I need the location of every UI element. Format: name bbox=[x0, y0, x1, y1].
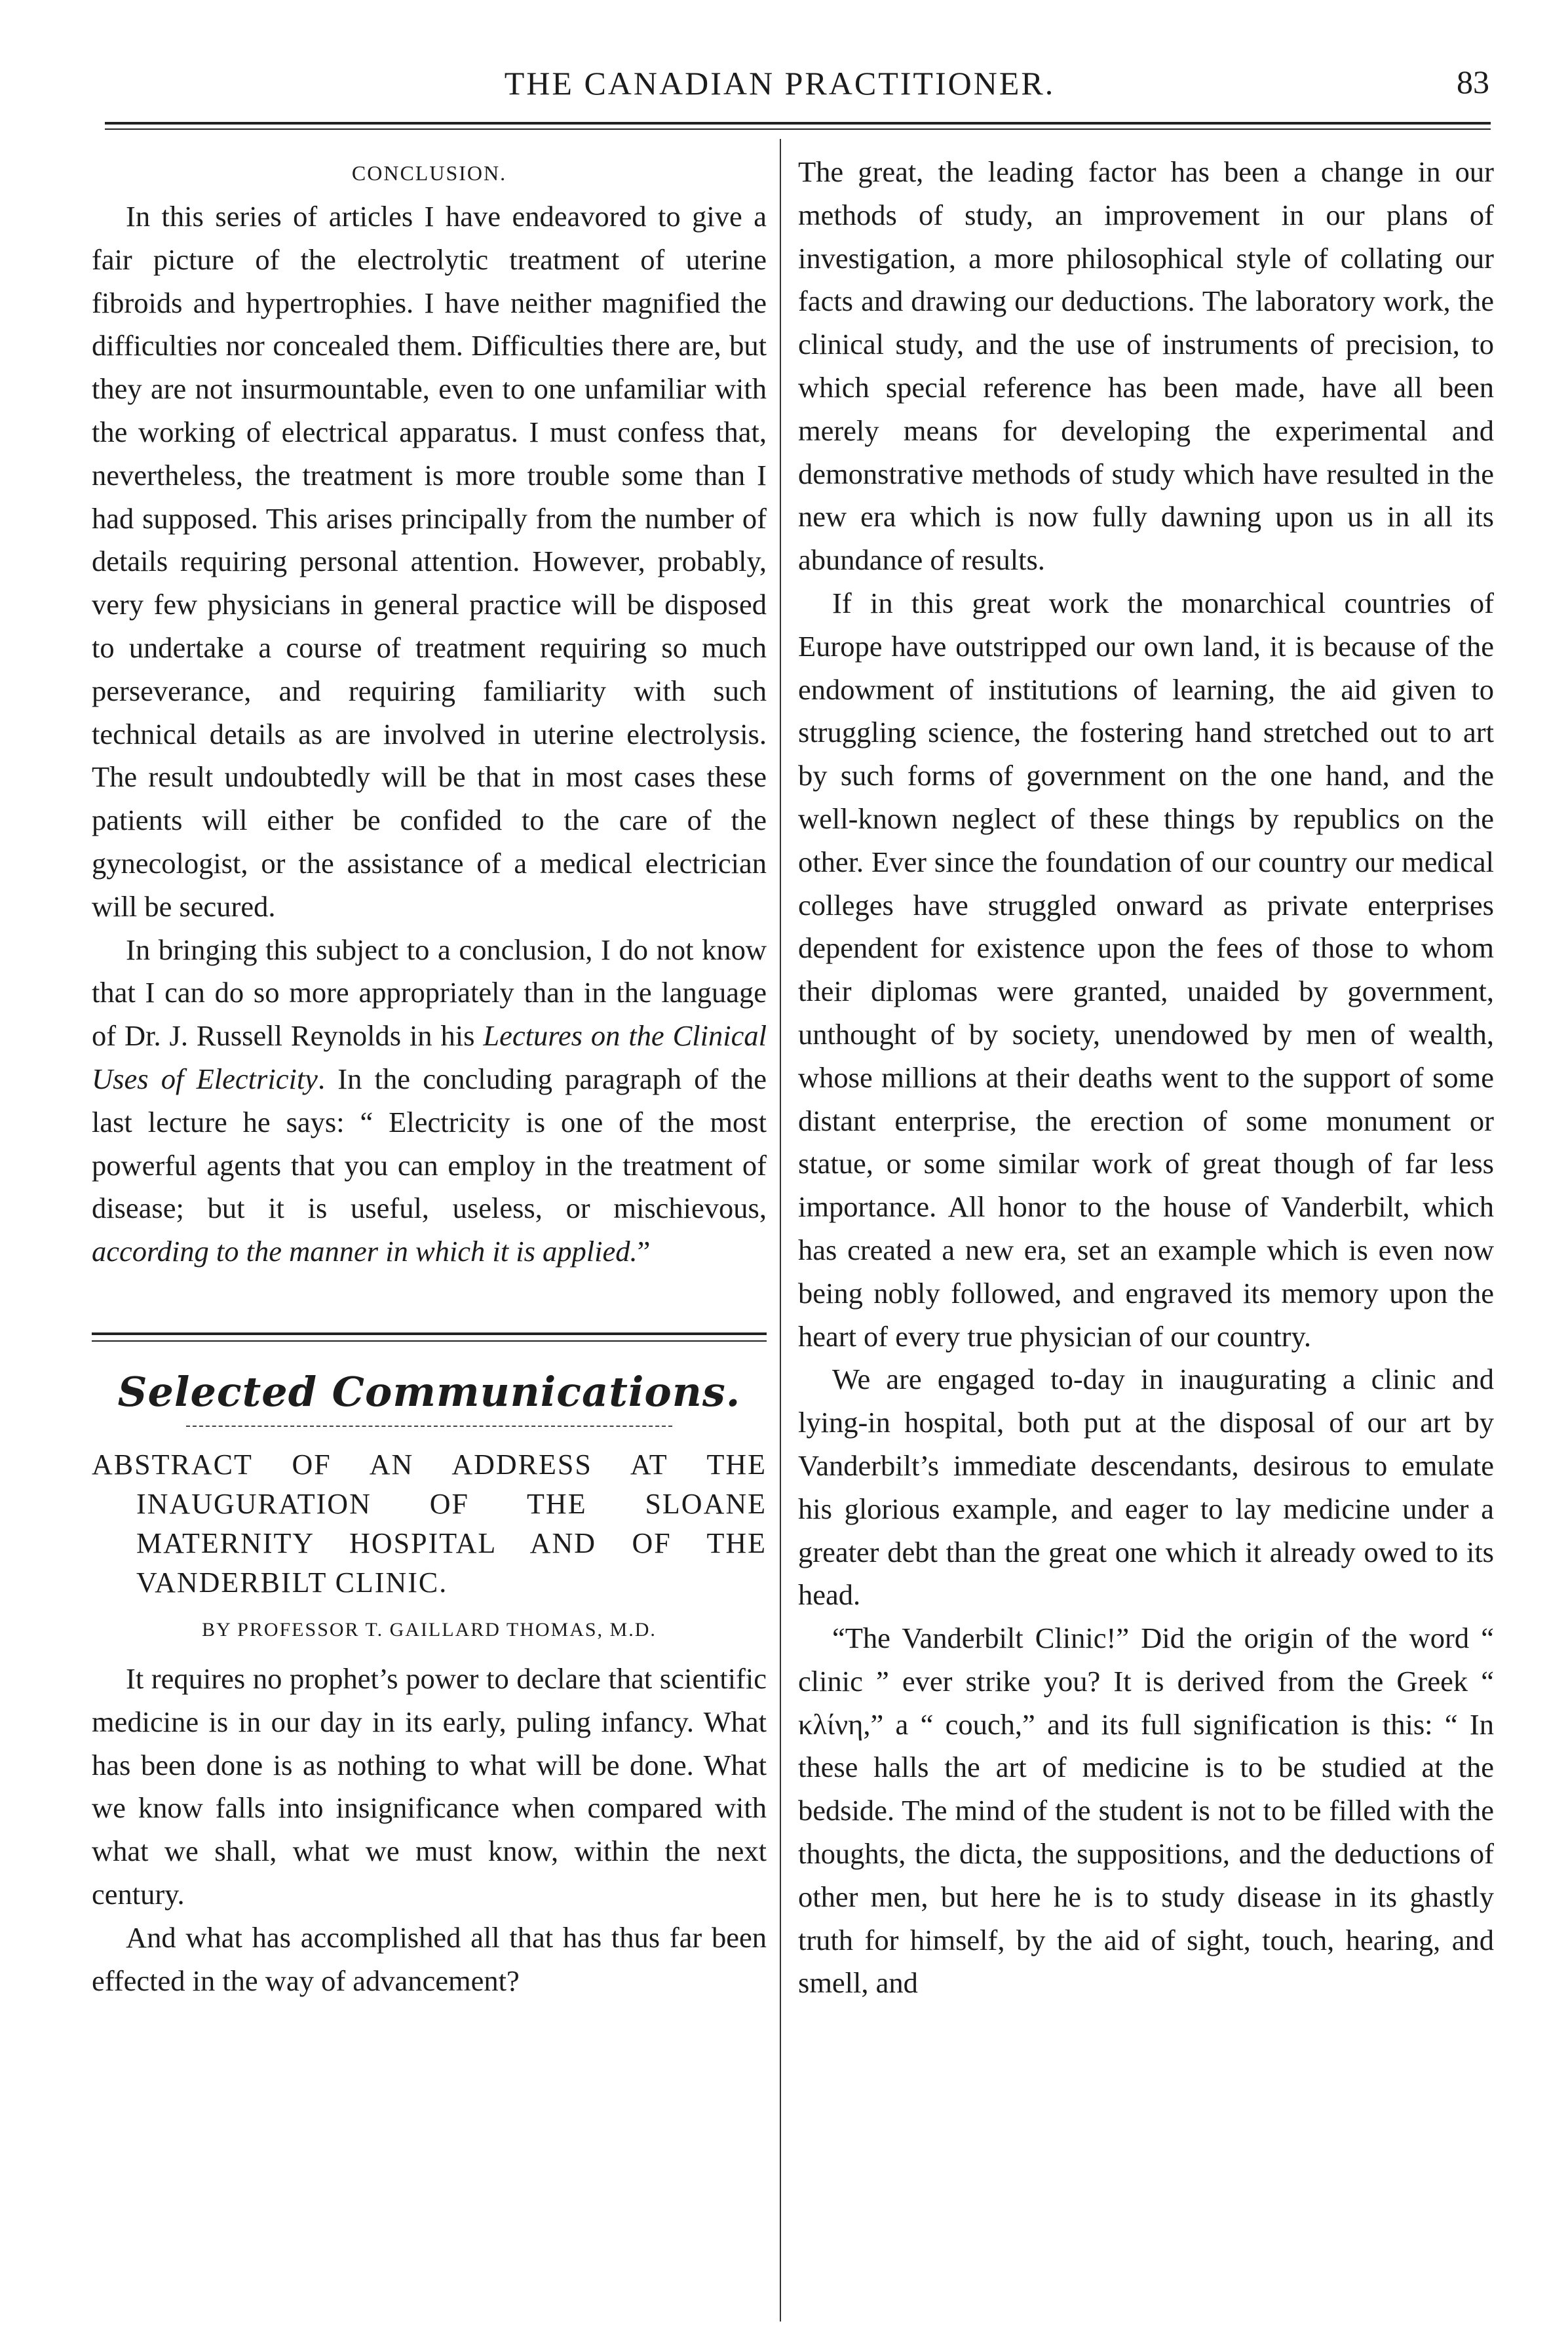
book-title: Lectures on the Clinical Uses of Electricity bbox=[92, 1019, 767, 1095]
text-run: In bringing this subject to a conclusion, I do not know that I can do so more appropriately than in the language of Dr. J. Russell Reynolds in his bbox=[92, 933, 767, 1053]
department-double-rule bbox=[92, 1332, 767, 1342]
article-byline: BY PROFESSOR T. GAILLARD THOMAS, M.D. bbox=[202, 1618, 657, 1641]
page-number: 83 bbox=[1457, 64, 1489, 100]
text-run: ” bbox=[637, 1235, 651, 1268]
department-dashed-rule bbox=[186, 1426, 672, 1427]
paragraph: “The Vanderbilt Clinic!” Did the origin of the word “ clinic ” ever strike you? It is derived from the Greek “ κλίνη,” a “ couch,” and its full signification is this: “ In these halls the art of medicine is to be studied at the bedside. The mind of the student is not to be filled with the thoughts, the dicta, the suppositions, and the deductions of other men, but here he is to study disease in its ghastly truth for himself, by the aid of sight, touch, hearing, and smell, and bbox=[798, 1622, 1494, 2000]
left-column bbox=[92, 151, 767, 2002]
continuation-paragraph: The great, the leading factor has been a change in our methods of study, an improvement in our plans of investigation, a more philosophical style of collating our facts and drawing our deductions. The laboratory work, the clinical study, and the use of instruments of precision, to which special reference has been made, have all been merely means for developing the experimental and demonstrative methods of study which have resulted in the new era which is now fully dawning upon us in all its abundance of results. bbox=[798, 155, 1494, 577]
column-divider bbox=[780, 139, 781, 2322]
section-heading-conclusion: CONCLUSION. bbox=[351, 161, 507, 185]
paragraph: We are engaged to-day in inaugurating a clinic and lying-in hospital, both put at the disposal of our art by Vanderbilt’s immediate descendants, desirous to emulate his glorious example, and eager to lay medicine under a greater debt than the great one which it already owed to its head. bbox=[798, 1363, 1494, 1612]
emphasis: according to the manner in which it is applied. bbox=[92, 1235, 638, 1268]
article-title: ABSTRACT OF AN ADDRESS AT THE INAUGURATION OF THE SLOANE MATERNITY HOSPITAL AND OF THE VANDERBILT CLINIC. bbox=[92, 1448, 767, 1599]
running-title: THE CANADIAN PRACTITIONER. bbox=[504, 65, 1056, 102]
right-column bbox=[798, 151, 1494, 2005]
paragraph: And what has accomplished all that has thus far been effected in the way of advancement? bbox=[92, 1920, 767, 1997]
paragraph: If in this great work the monarchical countries of Europe have outstripped our own land, it is because of the endowment of institutions of learning, the aid given to struggling science, the fostering hand stretched out to art by such forms of government on the one hand, and the well-known neglect of these things by republics on the other. Ever since the foundation of our country our medical colleges have struggled onward as private enterprises dependent for existence upon the fees of those to whom their diplomas were granted, unaided by government, unthought of by society, unendowed by men of wealth, whose millions at their deaths went to the support of some distant enterprise, the erection of some monument or statue, or some similar work of great though of far less importance. All honor to the house of Vanderbilt, which has created a new era, set an example which is even now being nobly followed, and engraved its memory upon the heart of every true physician of our country. bbox=[798, 586, 1494, 1353]
paragraph: It requires no prophet’s power to declare that scientific medicine is in our day in its early, puling infancy. What has been done is as nothing to what will be done. What we know falls into insignificance when compared with what we shall, what we must know, within the next century. bbox=[92, 1662, 767, 1911]
header-double-rule bbox=[105, 122, 1491, 130]
closing-paragraph bbox=[92, 929, 767, 1273]
paragraph: In this series of articles I have endeavored to give a fair picture of the electrolytic treatment of uterine fibroids and hypertrophies. I have neither magnified the difficulties nor concealed them. Difficulties there are, but they are not insurmountable, even to one unfamiliar with the working of electrical apparatus. I must confess that, nevertheless, the treatment is more trouble some than I had supposed. This arises principally from the number of details requiring personal attention. However, probably, very few physicians in general practice will be disposed to undertake a course of treatment requiring so much perseverance, and requiring familiarity with such technical details as are involved in uterine electrolysis. The result undoubtedly will be that in most cases these patients will either be confided to the care of the gynecologist, or the assistance of a medical electrician will be secured. bbox=[92, 200, 767, 923]
text-run: . In the concluding paragraph of the last lecture he says: “ Electricity is one of the most powerful agents that you can employ in the treatment of disease; but it is useful, useless, or mischievous, bbox=[92, 1062, 767, 1225]
department-heading: Selected Communications. bbox=[117, 1367, 741, 1416]
